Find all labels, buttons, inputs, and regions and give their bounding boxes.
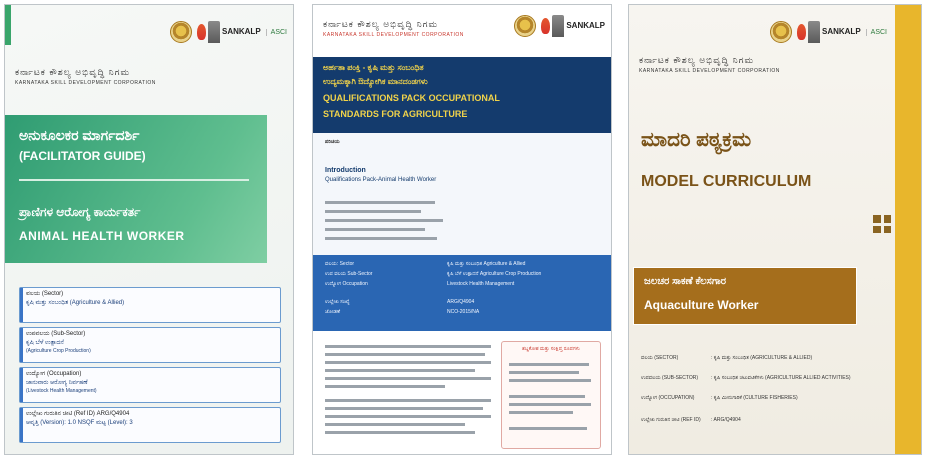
partner-logos: [170, 21, 287, 43]
detail-label: ಉಲ್ಲೇಖ ಸಂಖ್ಯೆ: [325, 299, 350, 305]
karnataka-emblem-icon: [170, 21, 192, 43]
partner-logos: [770, 21, 887, 43]
title-divider: [19, 179, 249, 181]
text-line: [325, 377, 491, 380]
detail-row: [641, 395, 798, 401]
detail-value: ARG/Q4904: [447, 299, 475, 305]
asci-logo: ASCI: [266, 29, 287, 36]
curriculum-title-kannada: ಮಾದರಿ ಪಠ್ಯಕ್ರಮ: [641, 129, 752, 151]
text-line: [325, 431, 475, 434]
title-band: [313, 57, 612, 133]
org-name: [639, 55, 780, 74]
text-line: [509, 371, 579, 374]
qp-title-kannada-1: ಅರ್ಹತಾ ಪಂಕ್ತಿ - ಕೃಷಿ ಮತ್ತು ಸಂಬಂಧಿತ: [323, 63, 424, 72]
karnataka-emblem-icon: [514, 15, 536, 37]
occupation-box-head: ಉದ್ಯೋಗ (Occupation): [26, 371, 82, 377]
decorative-dots-icon: [873, 215, 891, 233]
detail-label: ಉಪ ವಲಯ Sub-Sector: [325, 271, 373, 277]
guide-title-kannada: ಅನುಕೂಲಕರ ಮಾರ್ಗದರ್ಶಿ: [19, 127, 140, 143]
occupation-box: [19, 367, 281, 403]
text-line: [325, 219, 443, 222]
ashoka-emblem-icon: [808, 21, 820, 43]
role-title-english: ANIMAL HEALTH WORKER: [19, 229, 185, 243]
corner-accent: [5, 5, 11, 45]
ashoka-emblem-icon: [208, 21, 220, 43]
asci-logo: ASCI: [866, 29, 887, 36]
detail-value: : ARG/Q4904: [711, 417, 741, 423]
text-line: [325, 415, 491, 418]
org-name-english: KARNATAKA SKILL DEVELOPMENT CORPORATION: [323, 32, 464, 38]
text-line: [325, 201, 435, 204]
text-line: [325, 228, 425, 231]
sankalp-logo: SANKALP: [221, 27, 261, 36]
qualifications-pack-cover: [312, 4, 612, 455]
model-curriculum-cover: [628, 4, 922, 455]
detail-label: ಉದ್ಯೋಗ Occupation: [325, 281, 368, 287]
text-line: [325, 361, 491, 364]
sankalp-flame-icon: [197, 24, 206, 40]
qp-title-english-1: QUALIFICATIONS PACK OCCUPATIONAL: [323, 93, 500, 103]
qp-title-english-2: STANDARDS FOR AGRICULTURE: [323, 109, 468, 119]
subsector-box-value: ಕೃಷಿ ಬೆಳೆ ಉತ್ಪಾದನೆ: [26, 340, 64, 346]
intro-value: Qualifications Pack-Animal Health Worker: [325, 177, 437, 183]
details-band: [313, 255, 612, 331]
sankalp-flame-icon: [541, 18, 550, 34]
detail-value: : ಕೃಷಿ ಮತ್ತು ಸಂಬಂಧಿತ (AGRICULTURE & ALLIED): [711, 355, 813, 361]
guide-title-english: (FACILITATOR GUIDE): [19, 149, 146, 163]
detail-label: ವಲಯ (SECTOR): [641, 355, 679, 361]
org-name: [15, 67, 156, 86]
detail-label: ಉಲ್ಲೇಖ ಗುರುತಿನ ಚೀಟಿ (REF ID): [641, 417, 701, 423]
intro-section-label: ಪರಿಚಯ: [325, 139, 340, 145]
ashoka-emblem-icon: [552, 15, 564, 37]
facilitator-guide-cover: [4, 4, 294, 455]
detail-value: Livestock Health Management: [447, 281, 515, 287]
occupation-box-value: ಜಾನುವಾರು ಆರೋಗ್ಯ ನಿರ್ವಹಣೆ: [26, 380, 88, 386]
text-line: [325, 345, 491, 348]
detail-label: ಉದ್ಯೋಗ (OCCUPATION): [641, 395, 695, 401]
ref-id-box-head: ಉಲ್ಲೇಖ ಗುರುತಿನ ಚೀಟಿ (Ref ID) ARG/Q4904: [26, 411, 130, 417]
text-line: [509, 379, 591, 382]
detail-label: ಜೋಡಣೆ: [325, 309, 341, 315]
karnataka-emblem-icon: [770, 21, 792, 43]
text-line: [325, 369, 475, 372]
job-role-band: [633, 267, 857, 325]
ref-id-box-value: ಆವೃತ್ತಿ (Version): 1.0 NSQF ಮಟ್ಟ (Level): 3: [26, 420, 133, 426]
org-name-kannada: ಕರ್ನಾಟಕ ಕೌಶಲ್ಯ ಅಭಿವೃದ್ಧಿ ನಿಗಮ: [15, 67, 131, 77]
text-line: [325, 407, 483, 410]
detail-label: ವಲಯ: Sector: [325, 261, 355, 267]
detail-value: ಕೃಷಿ ಬೆಳೆ ಉತ್ಪಾದನೆ Agriculture Crop Production: [447, 271, 542, 277]
callout-heading: ಶಬ್ದಕೋಶ ಮತ್ತು ಸಂಕ್ಷಿಪ್ತ ರೂಪಗಳು: [522, 346, 580, 352]
ref-id-box: [19, 407, 281, 443]
text-line: [325, 210, 421, 213]
sankalp-logo: SANKALP: [566, 21, 605, 30]
org-name-kannada: ಕರ್ನಾಟಕ ಕೌಶಲ್ಯ ಅಭಿವೃದ್ಧಿ ನಿಗಮ: [323, 19, 439, 29]
detail-label: ಉಪವಲಯ (SUB-SECTOR): [641, 375, 699, 381]
curriculum-title-english: MODEL CURRICULUM: [641, 173, 812, 190]
job-role-english: Aquaculture Worker: [644, 298, 759, 312]
text-line: [509, 403, 591, 406]
sankalp-logo: SANKALP: [821, 27, 861, 36]
job-role-kannada: ಜಲಚರ ಸಾಕಣೆ ಕೆಲಸಗಾರ: [644, 276, 727, 287]
subsector-box: [19, 327, 281, 363]
partner-logos: [514, 15, 605, 37]
sankalp-flame-icon: [797, 24, 806, 40]
detail-row: [641, 417, 741, 423]
text-line: [325, 353, 485, 356]
detail-value: NCO-2015/NA: [447, 309, 480, 315]
text-line: [509, 363, 589, 366]
occupation-box-extra: (Livestock Health Management): [26, 388, 97, 394]
detail-row: [641, 375, 851, 381]
text-line: [325, 237, 437, 240]
org-name-english: KARNATAKA SKILL DEVELOPMENT CORPORATION: [639, 68, 780, 74]
text-line: [325, 385, 445, 388]
subsector-box-extra: (Agriculture Crop Production): [26, 348, 91, 354]
intro-heading: Introduction: [325, 167, 366, 174]
detail-value: : ಕೃಷಿ ಸಂಬಂಧಿತ ಚಟುವಟಿಕೆಗಳು (AGRICULTURE ALLIED ACTIVITIES): [711, 375, 851, 381]
org-name-english: KARNATAKA SKILL DEVELOPMENT CORPORATION: [15, 80, 156, 86]
qp-title-kannada-2: ಉದ್ಯಮಕ್ಕಾಗಿ ಔದ್ಯೋಗಿಕ ಮಾನದಂಡಗಳು: [323, 77, 428, 86]
subsector-box-head: ಉಪವಲಯ (Sub-Sector): [26, 331, 86, 337]
detail-row: [641, 355, 812, 361]
gold-stripe: [895, 5, 921, 455]
text-line: [325, 423, 465, 426]
text-line: [509, 395, 585, 398]
text-line: [509, 411, 573, 414]
text-line: [509, 427, 587, 430]
detail-value: : ಕೃಷಿ ಮೀನುಗಾರಿಕೆ (CULTURE FISHERIES): [711, 395, 798, 401]
sector-box-head: ವಲಯ (Sector): [26, 291, 64, 297]
org-name: [323, 19, 464, 38]
org-name-kannada: ಕರ್ನಾಟಕ ಕೌಶಲ್ಯ ಅಭಿವೃದ್ಧಿ ನಿಗಮ: [639, 55, 755, 65]
role-title-kannada: ಪ್ರಾಣಿಗಳ ಆರೋಗ್ಯ ಕಾರ್ಯಕರ್ತ: [19, 205, 141, 219]
detail-value: ಕೃಷಿ ಮತ್ತು ಸಂಬಂಧಿತ Agriculture & Allied: [447, 261, 526, 267]
sector-box: [19, 287, 281, 323]
text-line: [325, 399, 491, 402]
sector-box-value: ಕೃಷಿ ಮತ್ತು ಸಂಬಂಧಿತ (Agriculture & Allied): [26, 300, 125, 306]
